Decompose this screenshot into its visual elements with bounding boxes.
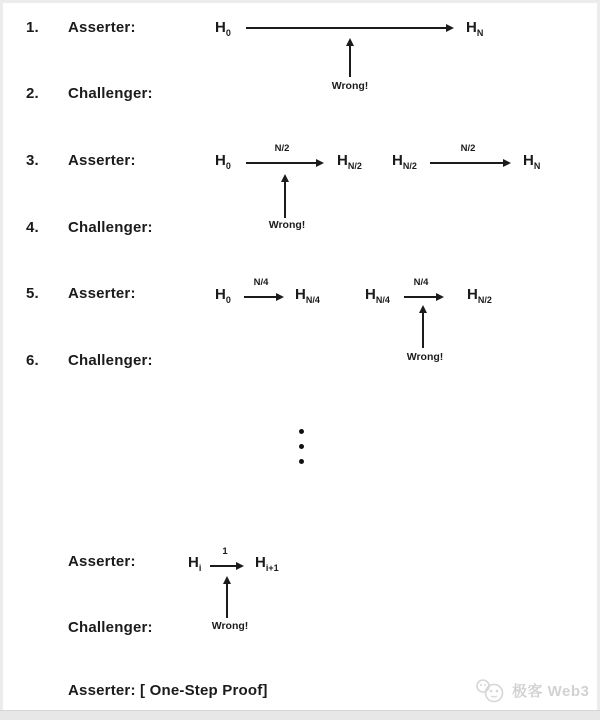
assertion-arrow-row3-seg1 — [246, 162, 317, 164]
wrong-label-2: Wrong! — [268, 219, 306, 231]
arrow-step-label-n2-a: N/2 — [274, 143, 290, 154]
role-label-challenger-4: Challenger: — [68, 219, 153, 236]
role-label-challenger-2: Challenger: — [68, 85, 153, 102]
step-number-6: 6. — [26, 352, 39, 369]
arrow-step-label-n4-a: N/4 — [253, 277, 269, 288]
role-label-asserter-5: Asserter: — [68, 285, 136, 302]
role-label-asserter-1: Asserter: — [68, 19, 136, 36]
one-step-proof-line: Asserter: [ One-Step Proof] — [68, 682, 268, 699]
watermark-text: 极客 Web3 — [512, 683, 590, 700]
challenge-arrow-row3 — [284, 181, 286, 218]
bottom-bar — [0, 710, 600, 720]
watermark — [474, 677, 589, 704]
geek-web3-face-icon — [474, 677, 508, 704]
hash-node-hN-row3: $H_N$ — [523, 152, 541, 171]
assertion-arrow-row3-seg2 — [430, 162, 504, 164]
step-number-1: 1. — [26, 19, 39, 36]
step-number-4: 4. — [26, 219, 39, 236]
assertion-arrow-row5-seg1 — [244, 296, 277, 298]
arrow-step-label-1: 1 — [222, 546, 228, 557]
wrong-label-3: Wrong! — [406, 351, 444, 363]
hash-node-hN4-row5a: $H_{N/4}$ — [295, 286, 320, 305]
assertion-arrow-row5-seg2 — [404, 296, 437, 298]
hash-node-hN2-row5: $H_{N/2}$ — [467, 286, 492, 305]
hash-node-hN-row1: $H_N$ — [466, 19, 484, 38]
hash-node-h0-row1: $H_0$ — [215, 19, 231, 38]
assertion-arrow-row7 — [210, 565, 237, 567]
step-number-2: 2. — [26, 85, 39, 102]
step-number-5: 5. — [26, 285, 39, 302]
hash-node-hi1: $H_{i+1}$ — [255, 554, 279, 573]
hash-node-h0-row3: $H_0$ — [215, 152, 231, 171]
challenge-arrow-row5 — [422, 312, 424, 348]
hash-node-hN2-row3a: $H_{N/2}$ — [337, 152, 362, 171]
hash-node-h0-row5: $H_0$ — [215, 286, 231, 305]
role-label-asserter-final-round: Asserter: — [68, 553, 136, 570]
step-number-3: 3. — [26, 152, 39, 169]
challenge-arrow-row7 — [226, 583, 228, 618]
wrong-label-4: Wrong! — [211, 620, 249, 632]
hash-node-hN2-row3b: $H_{N/2}$ — [392, 152, 417, 171]
arrow-step-label-n4-b: N/4 — [413, 277, 429, 288]
challenge-arrow-row1 — [349, 45, 351, 77]
wrong-label-1: Wrong! — [331, 80, 369, 92]
arrow-step-label-n2-b: N/2 — [460, 143, 476, 154]
role-label-challenger-6: Challenger: — [68, 352, 153, 369]
role-label-challenger-final-round: Challenger: — [68, 619, 153, 636]
role-label-asserter-3: Asserter: — [68, 152, 136, 169]
assertion-arrow-row1 — [246, 27, 447, 29]
hash-node-hi: $H_i$ — [188, 554, 202, 573]
hash-node-hN4-row5b: $H_{N/4}$ — [365, 286, 390, 305]
